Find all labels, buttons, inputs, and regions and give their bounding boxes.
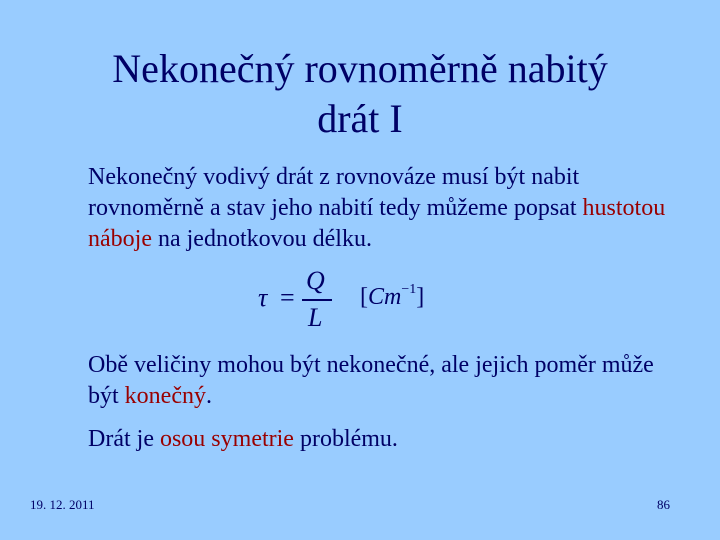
fraction-line (302, 299, 332, 301)
footer-page-number: 86 (657, 497, 670, 512)
paragraph-symmetry (88, 424, 688, 455)
paragraph-intro-end: na jednotkovou délku. (151, 226, 372, 252)
formula-equals: = (280, 283, 295, 312)
formula-denominator: L (308, 303, 323, 332)
unit-exponent: −1 (401, 282, 417, 297)
paragraph-intro-text: Nekonečný vodivý drát z rovnováze musí být nabit rovnoměrně a stav jeho nabití tedy můžeme popsat (88, 164, 583, 221)
slide-title-line2: drát I (317, 96, 403, 141)
paragraph-ratio (88, 350, 688, 412)
highlight-charge-density: hustotou náboje (88, 195, 666, 252)
footer-date: 19. 12. 2011 (30, 497, 95, 512)
unit-base: Cm (368, 284, 402, 310)
paragraph-intro (88, 162, 688, 255)
paragraph-ratio-text: Obě veličiny mohou být nekonečné, ale jejich poměr může být (88, 352, 654, 409)
formula-symbol: τ (258, 283, 268, 312)
slide-title-line1: Nekonečný rovnoměrně nabitý (112, 46, 608, 91)
highlight-symmetry-axis: osou symetrie (159, 426, 294, 452)
paragraph-symmetry-end: problému. (293, 426, 398, 452)
formula-unit (360, 282, 424, 311)
highlight-finite: konečný (124, 383, 206, 409)
formula-linear-charge-density (250, 266, 490, 336)
slide-title (60, 44, 660, 144)
paragraph-ratio-end: . (205, 383, 212, 409)
unit-close-bracket: ] (416, 284, 425, 310)
formula-numerator: Q (306, 266, 325, 295)
unit-open-bracket: [ (360, 284, 368, 310)
paragraph-symmetry-text: Drát je (88, 426, 160, 452)
